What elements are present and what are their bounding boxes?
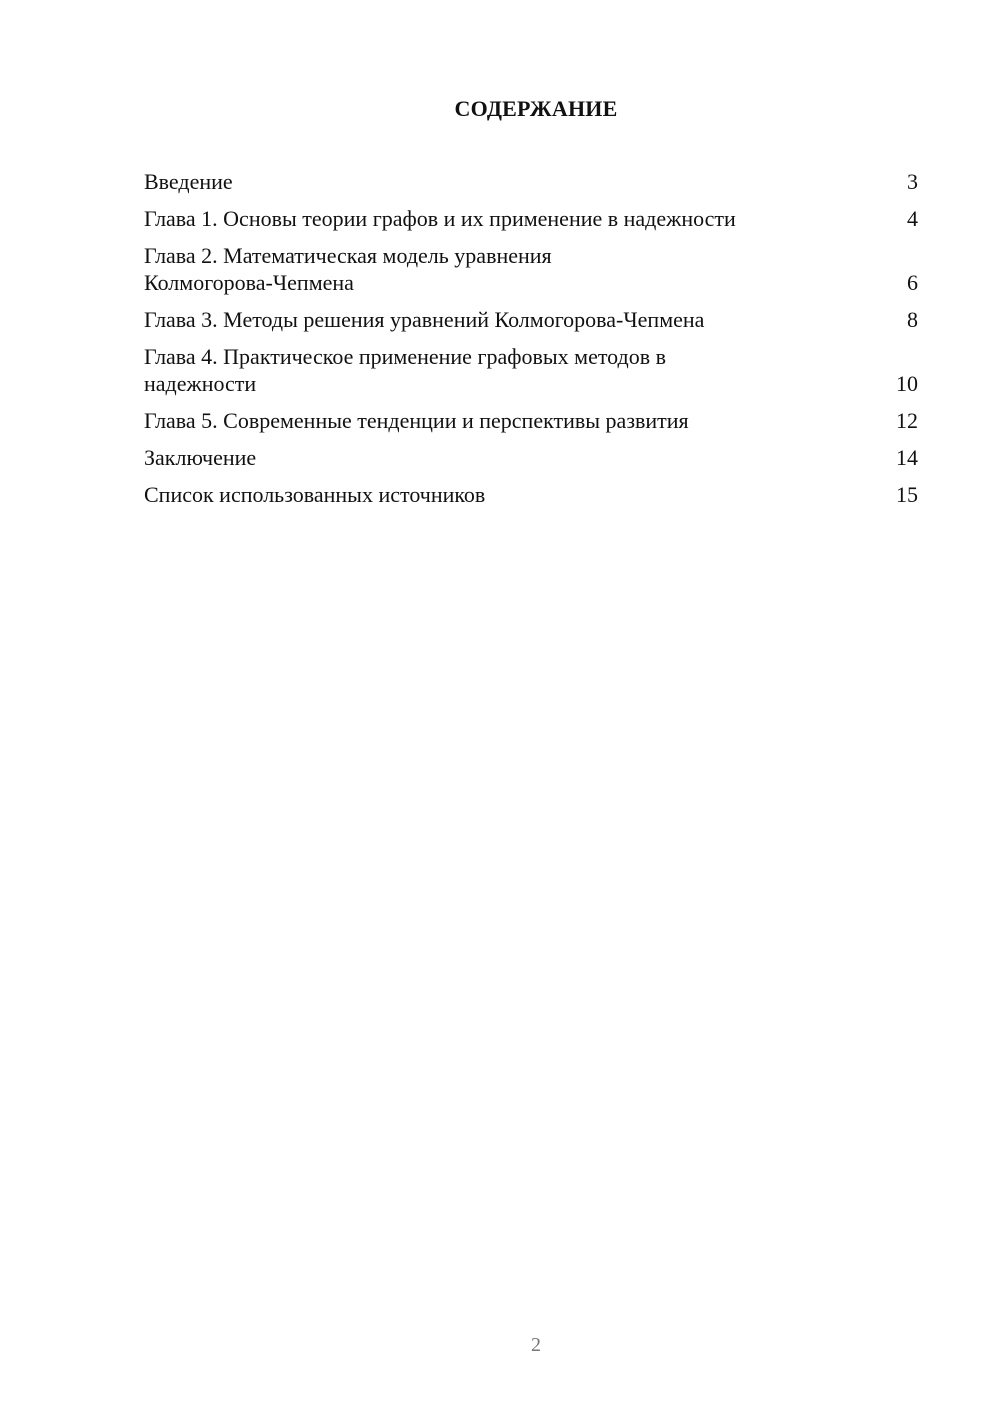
toc-item-page: 15 xyxy=(896,482,918,507)
toc-item-label: Глава 1. Основы теории графов и их применение в надежности xyxy=(144,206,736,231)
toc-item-conclusion[interactable] xyxy=(144,444,918,471)
toc-item-introduction[interactable] xyxy=(144,168,918,195)
page-number: 2 xyxy=(531,1334,541,1356)
toc-item-page: 10 xyxy=(896,371,918,396)
toc-item-page: 8 xyxy=(907,307,918,332)
toc-item-label: Глава 4. Практическое применение графовых методов в надежности xyxy=(144,344,666,396)
toc-item-chapter-4[interactable] xyxy=(144,343,918,397)
toc-item-label: Глава 5. Современные тенденции и перспективы развития xyxy=(144,408,689,433)
toc-item-page: 12 xyxy=(896,408,918,433)
toc-item-label: Глава 3. Методы решения уравнений Колмогорова-Чепмена xyxy=(144,307,705,332)
toc-item-page: 14 xyxy=(896,445,918,470)
toc-item-page: 6 xyxy=(907,270,918,295)
toc-item-chapter-2[interactable] xyxy=(144,242,918,296)
toc-item-label: Введение xyxy=(144,169,233,194)
toc-item-chapter-3[interactable] xyxy=(144,306,918,333)
toc-item-chapter-5[interactable] xyxy=(144,407,918,434)
toc-item-chapter-1[interactable] xyxy=(144,205,918,232)
toc-item-label: Заключение xyxy=(144,445,257,470)
toc-item-page: 4 xyxy=(907,206,918,231)
toc-item-references[interactable] xyxy=(144,481,918,508)
table-of-contents xyxy=(144,168,918,518)
toc-item-label: Глава 2. Математическая модель уравнения Колмогорова-Чепмена xyxy=(144,243,552,295)
toc-title: СОДЕРЖАНИЕ xyxy=(454,96,618,121)
toc-item-page: 3 xyxy=(907,169,918,194)
toc-item-label: Список использованных источников xyxy=(144,482,486,507)
